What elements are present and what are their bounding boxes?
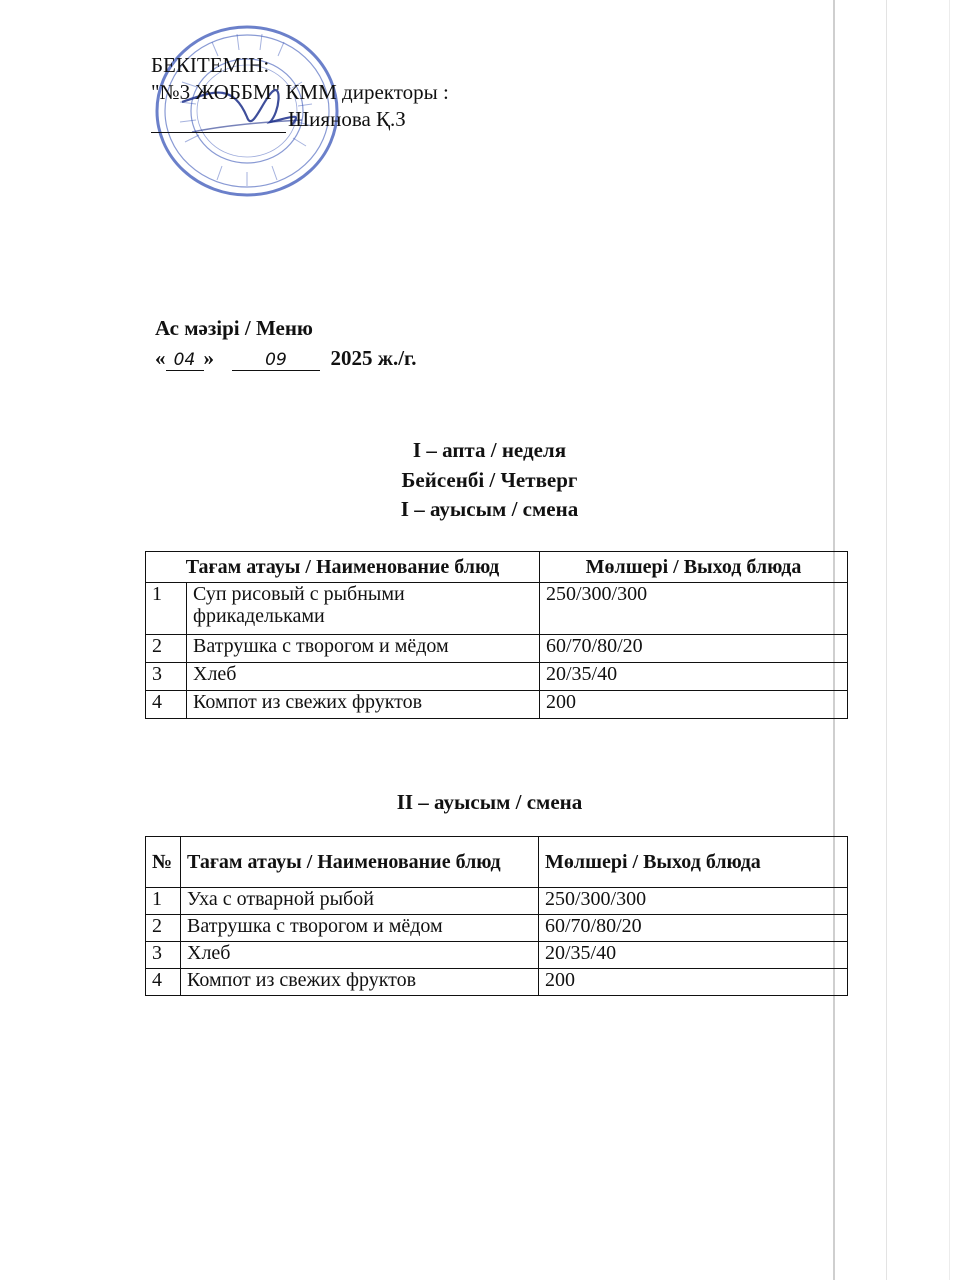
table-row xyxy=(146,915,848,942)
dish-name: Суп рисовый с рыбными фрикадельками xyxy=(187,583,540,635)
date-year: 2025 ж./г. xyxy=(330,346,417,370)
menu-title: Ас мәзірі / Меню xyxy=(155,316,313,340)
signature-line xyxy=(151,112,286,133)
date-close-quote: » xyxy=(203,346,214,370)
paper-fold-line xyxy=(949,0,950,1280)
table-row xyxy=(146,969,848,996)
row-number: 1 xyxy=(146,583,187,635)
table-row xyxy=(146,663,848,691)
row-number: 4 xyxy=(146,969,181,996)
row-number: 4 xyxy=(146,691,187,719)
approval-title: БЕКІТЕМІН: xyxy=(151,53,270,77)
portion-size: 200 xyxy=(540,691,848,719)
dish-name: Компот из свежих фруктов xyxy=(181,969,539,996)
date-day: 04 xyxy=(166,350,204,371)
shift2-heading: II – ауысым / смена xyxy=(396,790,583,814)
column-header-dish: Тағам атауы / Наименование блюд xyxy=(146,552,540,583)
portion-size: 200 xyxy=(539,969,848,996)
week-heading: I – апта / неделя xyxy=(412,438,567,462)
dish-name: Уха с отварной рыбой xyxy=(181,888,539,915)
table-row xyxy=(146,942,848,969)
portion-size: 20/35/40 xyxy=(539,942,848,969)
director-name: Шиянова Қ.З xyxy=(288,107,406,131)
column-header-portion: Мөлшері / Выход блюда xyxy=(539,837,848,888)
portion-size: 60/70/80/20 xyxy=(539,915,848,942)
dish-name: Ватрушка с творогом и мёдом xyxy=(181,915,539,942)
shift1-heading: I – ауысым / смена xyxy=(400,497,579,521)
portion-size: 250/300/300 xyxy=(539,888,848,915)
portion-size: 20/35/40 xyxy=(540,663,848,691)
table-row xyxy=(146,635,848,663)
date-open-quote: « xyxy=(155,346,166,370)
shift2-menu-table xyxy=(145,836,848,996)
table-row xyxy=(146,691,848,719)
row-number: 3 xyxy=(146,663,187,691)
date-month: 09 xyxy=(232,350,320,371)
row-number: 2 xyxy=(146,915,181,942)
paper-fold-line xyxy=(886,0,887,1280)
menu-date xyxy=(155,346,416,371)
table-row xyxy=(146,583,848,635)
column-header-number: № xyxy=(146,837,181,888)
portion-size: 60/70/80/20 xyxy=(540,635,848,663)
table-row xyxy=(146,888,848,915)
dish-name: Хлеб xyxy=(181,942,539,969)
portion-size: 250/300/300 xyxy=(540,583,848,635)
row-number: 1 xyxy=(146,888,181,915)
day-heading: Бейсенбі / Четверг xyxy=(401,468,578,492)
row-number: 3 xyxy=(146,942,181,969)
row-number: 2 xyxy=(146,635,187,663)
dish-name: Компот из свежих фруктов xyxy=(187,691,540,719)
approval-organization: "№3 ЖОББМ" КММ директоры : xyxy=(151,80,449,104)
approval-block xyxy=(151,52,449,133)
column-header-portion: Мөлшері / Выход блюда xyxy=(540,552,848,583)
column-header-dish: Тағам атауы / Наименование блюд xyxy=(181,837,539,888)
dish-name: Хлеб xyxy=(187,663,540,691)
shift1-menu-table xyxy=(145,551,848,719)
dish-name: Ватрушка с творогом и мёдом xyxy=(187,635,540,663)
